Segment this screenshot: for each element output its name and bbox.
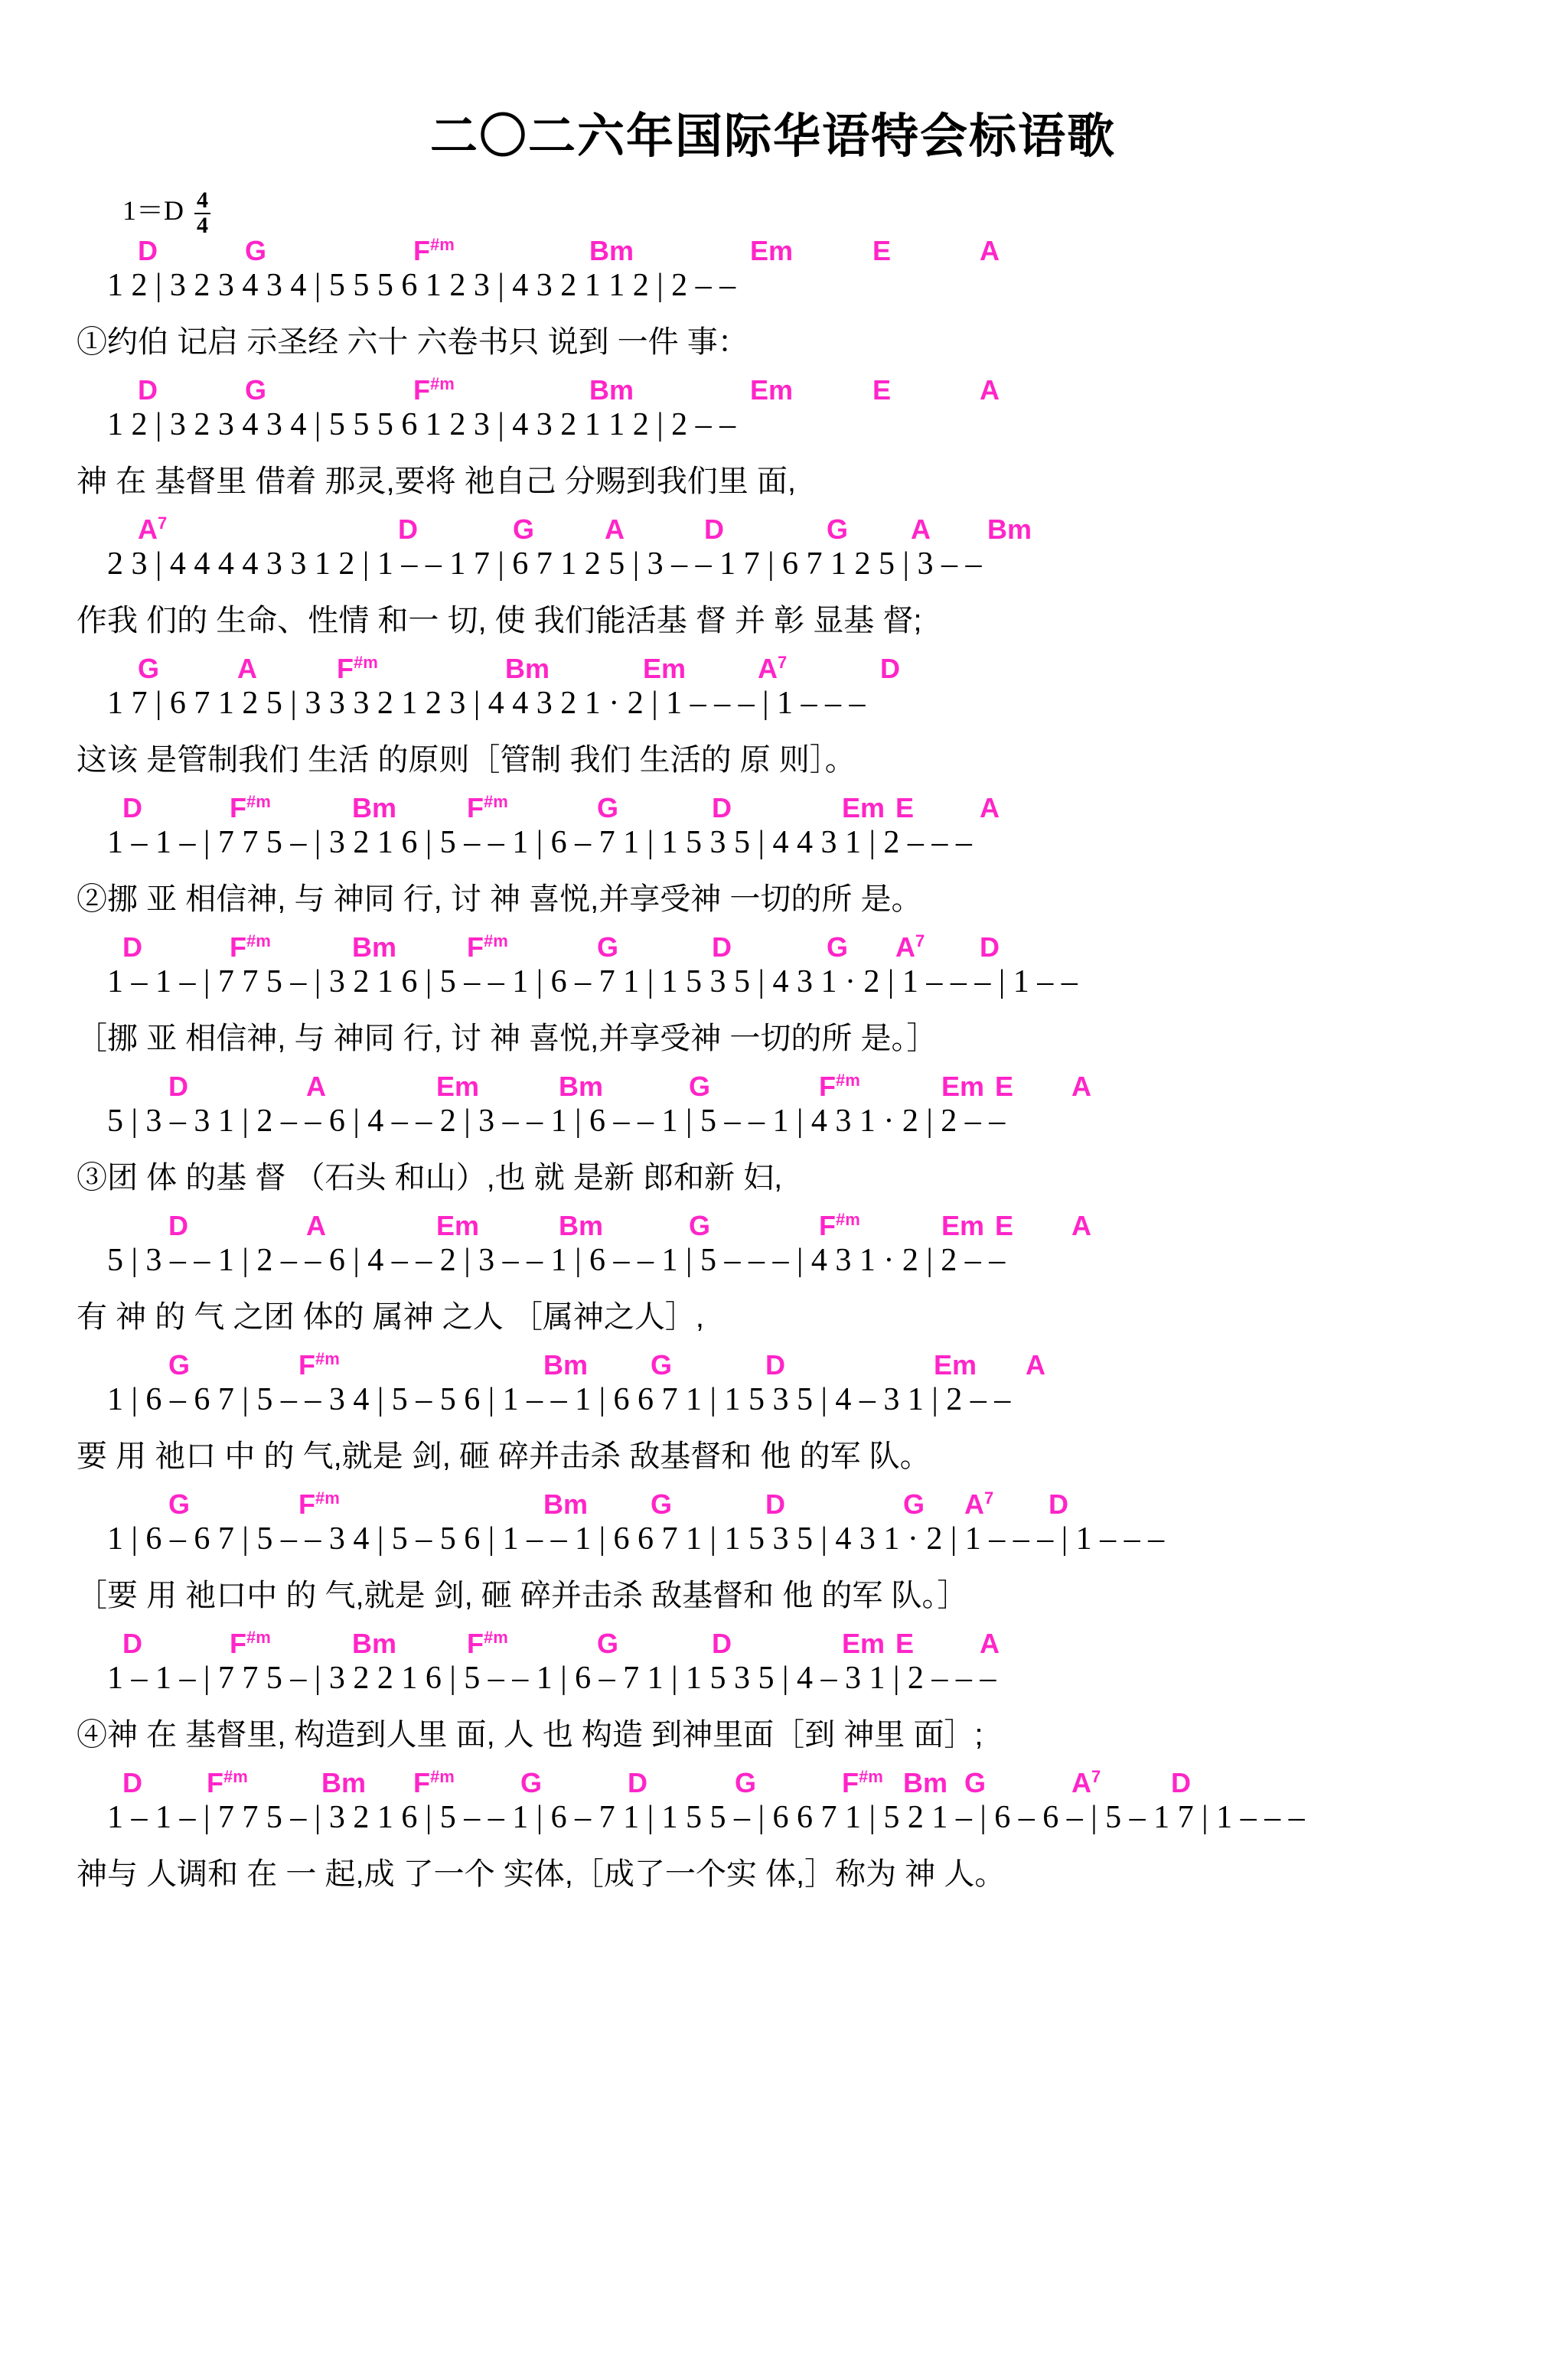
chord-symbol: $A^7$: [758, 653, 788, 684]
chord-symbol: D: [704, 513, 724, 545]
chord-symbol: Em: [941, 1210, 985, 1241]
chord-symbol: Em: [941, 1071, 985, 1102]
chord-symbol: D: [138, 235, 158, 266]
chord-superscript: #m: [246, 792, 271, 811]
chord-symbol: G: [597, 1628, 619, 1659]
chord-symbol: $F^{\#m}$: [842, 1767, 883, 1798]
chord-row: [107, 1348, 1500, 1381]
music-system: [0, 651, 1546, 791]
chord-symbol: G: [651, 1488, 673, 1520]
chord-symbol: Bm: [543, 1488, 589, 1520]
chord-symbol: A: [980, 374, 1000, 406]
key-and-time-signature: [122, 187, 1546, 238]
chord-symbol: D: [398, 513, 418, 545]
chord-symbol: D: [122, 1767, 142, 1798]
key-label: 1＝D: [122, 195, 184, 226]
chord-superscript: #m: [315, 1349, 340, 1368]
chord-symbol: $F^{\#m}$: [467, 931, 508, 963]
chord-symbol: Em: [750, 235, 794, 266]
chord-symbol: $F^{\#m}$: [230, 792, 271, 823]
chord-superscript: 7: [778, 653, 788, 672]
note-row: 1 – 1 – | 7 7 5 – | 3 2 2 1 6 | 5 – – 1 | 6 – 7 1 | 1 5 3 5 | 4 – 3 1 | 2 – – –: [107, 1661, 996, 1696]
page-title: 二〇二六年国际华语特会标语歌: [429, 110, 1116, 163]
chord-symbol: D: [880, 653, 900, 684]
chord-symbol: $F^{\#m}$: [337, 653, 378, 684]
time-signature-denominator: 4: [197, 212, 208, 238]
chord-row: [107, 1626, 1500, 1660]
chord-row: [107, 1487, 1500, 1521]
chord-superscript: #m: [484, 792, 508, 811]
chord-superscript: #m: [484, 931, 508, 950]
chord-symbol: E: [872, 235, 892, 266]
chord-symbol: Bm: [543, 1349, 589, 1381]
chord-symbol: E: [895, 1628, 915, 1659]
chord-symbol: A: [1026, 1349, 1045, 1381]
chord-symbol: $F^{\#m}$: [413, 235, 455, 266]
chord-symbol: $A^7$: [1071, 1767, 1101, 1798]
chord-symbol: A: [980, 235, 1000, 266]
lyric-row: ［要 用 祂口中 的 气,就是 剑, 砸 碎并击杀 敌基督和 他 的军 队。］: [77, 1579, 968, 1612]
chord-symbol: G: [245, 374, 267, 406]
chord-symbol: G: [513, 513, 535, 545]
chord-row: [107, 651, 1500, 685]
chord-symbol: A: [306, 1071, 326, 1102]
lyric-row: 作我 们的 生命、性情 和一 切, 使 我们能活基 督 并 彰 显基 督;: [77, 604, 922, 637]
music-system: [0, 373, 1546, 512]
note-row: 1 – 1 – | 7 7 5 – | 3 2 1 6 | 5 – – 1 | 6 – 7 1 | 1 5 3 5 | 4 3 1 · 2 | 1 – – – | 1 – –: [107, 964, 1078, 999]
chord-symbol: D: [765, 1349, 785, 1381]
time-signature: [194, 189, 210, 237]
chord-symbol: D: [122, 1628, 142, 1659]
chord-superscript: 7: [158, 513, 168, 533]
music-system: [0, 1208, 1546, 1348]
chord-row: [107, 1765, 1500, 1799]
chord-symbol: D: [1049, 1488, 1068, 1520]
music-system: [0, 791, 1546, 930]
chord-symbol: D: [138, 374, 158, 406]
chord-symbol: G: [597, 792, 619, 823]
chord-symbol: Em: [842, 792, 886, 823]
chord-symbol: G: [138, 653, 160, 684]
chord-symbol: G: [651, 1349, 673, 1381]
lyric-row: ［挪 亚 相信神, 与 神同 行, 讨 神 喜悦,并享受神 一切的所 是。］: [77, 1022, 938, 1055]
chord-superscript: #m: [836, 1210, 860, 1229]
chord-symbol: G: [168, 1488, 191, 1520]
chord-symbol: $F^{\#m}$: [230, 1628, 271, 1659]
chord-symbol: Bm: [589, 374, 634, 406]
chord-symbol: Bm: [352, 1628, 397, 1659]
chord-symbol: $A^7$: [895, 931, 925, 963]
chord-symbol: Em: [842, 1628, 886, 1659]
chord-symbol: Bm: [559, 1210, 604, 1241]
chord-symbol: $F^{\#m}$: [467, 792, 508, 823]
music-system: [0, 1069, 1546, 1208]
chord-symbol: Bm: [352, 792, 397, 823]
music-system: [0, 233, 1546, 373]
chord-symbol: D: [168, 1210, 188, 1241]
chord-superscript: #m: [836, 1071, 860, 1090]
chord-symbol: $A^7$: [138, 513, 168, 545]
chord-superscript: #m: [430, 374, 455, 393]
lyric-row: 这该 是管制我们 生活 的原则［管制 我们 生活的 原 则］。: [77, 743, 856, 777]
chord-symbol: $F^{\#m}$: [298, 1488, 340, 1520]
music-system: [0, 930, 1546, 1069]
chord-symbol: $F^{\#m}$: [298, 1349, 340, 1381]
chord-superscript: #m: [246, 1628, 271, 1647]
chord-symbol: G: [597, 931, 619, 963]
chord-symbol: Bm: [559, 1071, 604, 1102]
chord-symbol: Bm: [589, 235, 634, 266]
song-sheet-page: [0, 98, 1546, 2380]
chord-symbol: Em: [750, 374, 794, 406]
chord-row: [107, 791, 1500, 824]
chord-symbol: $F^{\#m}$: [467, 1628, 508, 1659]
chord-symbol: A: [980, 792, 1000, 823]
music-systems: [0, 233, 1546, 1905]
lyric-row: ①约伯 记启 示圣经 六十 六卷书只 说到 一件 事：: [77, 325, 749, 359]
time-signature-numerator: 4: [194, 189, 210, 214]
chord-row: [107, 512, 1500, 546]
note-row: 5 | 3 – 3 1 | 2 – – 6 | 4 – – 2 | 3 – – 1 | 6 – – 1 | 5 – – 1 | 4 3 1 · 2 | 2 – –: [107, 1104, 1006, 1139]
music-system: [0, 1626, 1546, 1765]
chord-superscript: #m: [315, 1488, 340, 1508]
note-row: 1 – 1 – | 7 7 5 – | 3 2 1 6 | 5 – – 1 | 6 – 7 1 | 1 5 3 5 | 4 4 3 1 | 2 – – –: [107, 825, 972, 860]
chord-symbol: A: [605, 513, 625, 545]
chord-symbol: A: [1071, 1210, 1091, 1241]
lyric-row: ③团 体 的基 督 （石头 和山）,也 就 是新 郎和新 妇,: [77, 1161, 783, 1195]
music-system: [0, 1765, 1546, 1905]
chord-superscript: 7: [1091, 1767, 1101, 1786]
chord-symbol: Em: [436, 1071, 480, 1102]
chord-row: [107, 1208, 1500, 1242]
chord-symbol: $F^{\#m}$: [819, 1071, 860, 1102]
note-row: 2 3 | 4 4 4 4 3 3 1 2 | 1 – – 1 7 | 6 7 1 2 5 | 3 – – 1 7 | 6 7 1 2 5 | 3 – –: [107, 546, 982, 582]
chord-superscript: #m: [484, 1628, 508, 1647]
chord-symbol: G: [245, 235, 267, 266]
chord-symbol: $A^7$: [964, 1488, 994, 1520]
chord-symbol: A: [306, 1210, 326, 1241]
chord-superscript: #m: [354, 653, 378, 672]
chord-symbol: Bm: [352, 931, 397, 963]
chord-symbol: A: [237, 653, 257, 684]
chord-symbol: D: [168, 1071, 188, 1102]
chord-symbol: G: [964, 1767, 987, 1798]
chord-symbol: D: [122, 792, 142, 823]
chord-superscript: #m: [246, 931, 271, 950]
lyric-row: ②挪 亚 相信神, 与 神同 行, 讨 神 喜悦,并享受神 一切的所 是。: [77, 882, 922, 916]
note-row: 1 | 6 – 6 7 | 5 – – 3 4 | 5 – 5 6 | 1 – – 1 | 6 6 7 1 | 1 5 3 5 | 4 3 1 · 2 | 1 – – – | 1 – – –: [107, 1521, 1165, 1557]
chord-symbol: Em: [934, 1349, 977, 1381]
chord-row: [107, 233, 1500, 267]
note-row: 1 – 1 – | 7 7 5 – | 3 2 1 6 | 5 – – 1 | 6 – 7 1 | 1 5 5 – | 6 6 7 1 | 5 2 1 – | 6 – 6 – | 5 – 1 7 | 1 – – –: [107, 1800, 1305, 1835]
lyric-row: 神 在 基督里 借着 那灵,要将 祂自己 分赐到我们里 面,: [77, 465, 797, 498]
chord-symbol: G: [827, 931, 849, 963]
chord-symbol: E: [995, 1210, 1014, 1241]
chord-symbol: $F^{\#m}$: [413, 1767, 455, 1798]
chord-symbol: D: [712, 1628, 732, 1659]
chord-symbol: Bm: [903, 1767, 948, 1798]
chord-symbol: G: [689, 1071, 711, 1102]
chord-symbol: D: [712, 931, 732, 963]
chord-symbol: D: [628, 1767, 647, 1798]
chord-symbol: D: [980, 931, 1000, 963]
music-system: [0, 512, 1546, 651]
chord-row: [107, 373, 1500, 406]
chord-symbol: G: [735, 1767, 757, 1798]
chord-row: [107, 930, 1500, 963]
chord-symbol: G: [689, 1210, 711, 1241]
chord-symbol: E: [895, 792, 915, 823]
chord-symbol: A: [1071, 1071, 1091, 1102]
chord-superscript: #m: [859, 1767, 883, 1786]
note-row: 1 2 | 3 2 3 4 3 4 | 5 5 5 6 1 2 3 | 4 3 2 1 1 2 | 2 – –: [107, 268, 736, 303]
chord-symbol: G: [827, 513, 849, 545]
chord-superscript: #m: [430, 235, 455, 254]
lyric-row: 要 用 祂口 中 的 气,就是 剑, 砸 碎并击杀 敌基督和 他 的军 队。: [77, 1439, 931, 1473]
chord-symbol: Em: [643, 653, 687, 684]
chord-symbol: A: [980, 1628, 1000, 1659]
chord-row: [107, 1069, 1500, 1103]
chord-symbol: Bm: [987, 513, 1032, 545]
chord-symbol: G: [903, 1488, 925, 1520]
chord-symbol: E: [872, 374, 892, 406]
note-row: 1 7 | 6 7 1 2 5 | 3 3 3 2 1 2 3 | 4 4 3 2 1 · 2 | 1 – – – | 1 – – –: [107, 686, 866, 721]
note-row: 5 | 3 – – 1 | 2 – – 6 | 4 – – 2 | 3 – – 1 | 6 – – 1 | 5 – – – | 4 3 1 · 2 | 2 – –: [107, 1243, 1006, 1278]
chord-superscript: 7: [984, 1488, 994, 1508]
chord-superscript: 7: [915, 931, 925, 950]
chord-superscript: #m: [430, 1767, 455, 1786]
note-row: 1 | 6 – 6 7 | 5 – – 3 4 | 5 – 5 6 | 1 – – 1 | 6 6 7 1 | 1 5 3 5 | 4 – 3 1 | 2 – –: [107, 1382, 1011, 1417]
chord-symbol: $F^{\#m}$: [207, 1767, 248, 1798]
chord-symbol: Bm: [321, 1767, 367, 1798]
chord-symbol: E: [995, 1071, 1014, 1102]
note-row: 1 2 | 3 2 3 4 3 4 | 5 5 5 6 1 2 3 | 4 3 2 1 1 2 | 2 – –: [107, 407, 736, 442]
chord-superscript: #m: [223, 1767, 248, 1786]
chord-symbol: $F^{\#m}$: [413, 374, 455, 406]
chord-symbol: Bm: [505, 653, 550, 684]
chord-symbol: G: [520, 1767, 543, 1798]
chord-symbol: G: [168, 1349, 191, 1381]
chord-symbol: D: [1171, 1767, 1191, 1798]
music-system: [0, 1487, 1546, 1626]
chord-symbol: $F^{\#m}$: [230, 931, 271, 963]
chord-symbol: D: [122, 931, 142, 963]
chord-symbol: D: [712, 792, 732, 823]
lyric-row: 神与 人调和 在 一 起,成 了一个 实体,［成了一个实 体,］称为 神 人。: [77, 1857, 1006, 1891]
lyric-row: ④神 在 基督里, 构造到人里 面, 人 也 构造 到神里面［到 神里 面］;: [77, 1718, 983, 1752]
chord-symbol: Em: [436, 1210, 480, 1241]
chord-symbol: A: [911, 513, 931, 545]
lyric-row: 有 神 的 气 之团 体的 属神 之人 ［属神之人］,: [77, 1300, 705, 1334]
music-system: [0, 1348, 1546, 1487]
chord-symbol: $F^{\#m}$: [819, 1210, 860, 1241]
chord-symbol: D: [765, 1488, 785, 1520]
